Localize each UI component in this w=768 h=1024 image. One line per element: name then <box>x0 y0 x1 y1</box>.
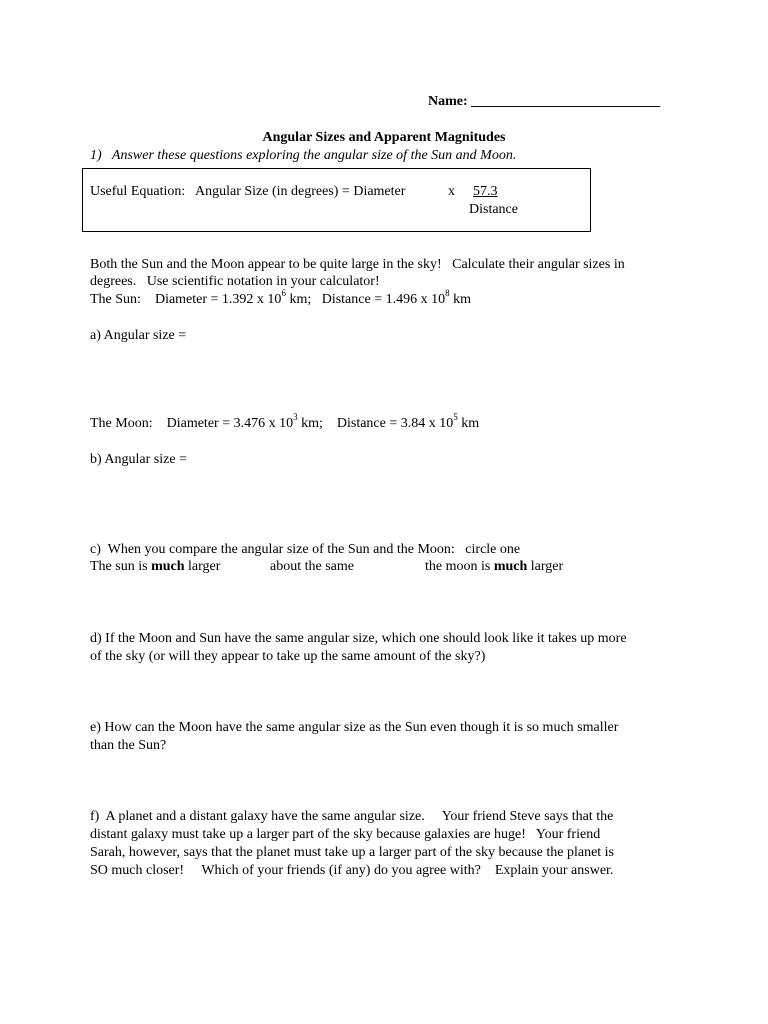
part-f-line-2: distant galaxy must take up a larger part of the sky because galaxies are huge! Your friend <box>90 827 601 842</box>
moon-diameter-unit: km; <box>301 416 323 431</box>
part-c-option-sun-larger[interactable]: The sun is much larger <box>90 559 221 574</box>
sun-data <box>90 288 471 309</box>
sun-label: The Sun: <box>90 292 141 307</box>
name-blank[interactable]: ___________________________ <box>471 94 661 109</box>
sun-distance: Distance = 1.496 x 10 <box>321 292 446 307</box>
equation-denominator: Distance <box>469 202 518 217</box>
part-e-line-1: e) How can the Moon have the same angular size as the Sun even though it is so much smaller <box>90 720 619 735</box>
sun-moon-intro-line-2: degrees. Use scientific notation in your calculator! <box>90 274 380 289</box>
moon-distance-unit: km <box>461 416 480 431</box>
part-d-line-2: of the sky (or will they appear to take up the same amount of the sky?) <box>90 649 486 664</box>
moon-data <box>90 412 480 433</box>
page-title: Angular Sizes and Apparent Magnitudes <box>262 130 506 145</box>
question-1-intro <box>90 147 516 165</box>
moon-diameter: Diameter = 3.476 x 10 <box>166 416 294 431</box>
moon-distance: Distance = 3.84 x 10 <box>336 416 454 431</box>
part-f-line-4: SO much closer! Which of your friends (if any) do you agree with? Explain your answer. <box>90 863 614 878</box>
part-d-line-1: d) If the Moon and Sun have the same angular size, which one should look like it takes up more <box>90 631 627 646</box>
part-f-line-1: f) A planet and a distant galaxy have the same angular size. Your friend Steve says that the <box>90 809 614 824</box>
part-c-option-same[interactable]: about the same <box>270 559 354 574</box>
part-b-prompt: b) Angular size = <box>90 452 187 467</box>
sun-distance-unit: km <box>453 292 471 307</box>
equation-label: Useful Equation: Angular Size (in degrees) = Diameter <box>90 184 406 199</box>
moon-diameter-exponent: 3 <box>293 412 298 423</box>
part-a-answer-space[interactable] <box>90 345 690 405</box>
question-1-text: Answer these questions exploring the angular size of the Sun and Moon. <box>111 148 517 163</box>
sun-distance-exponent: 8 <box>445 288 450 299</box>
part-c-prompt: c) When you compare the angular size of the Sun and the Moon: circle one <box>90 542 521 557</box>
question-number: 1) <box>90 148 102 163</box>
sun-diameter: Diameter = 1.392 x 10 <box>154 292 282 307</box>
part-b-answer-space[interactable] <box>90 469 690 529</box>
part-e-line-2: than the Sun? <box>90 738 167 753</box>
name-field[interactable] <box>428 93 660 111</box>
name-label: Name: <box>428 94 468 109</box>
moon-distance-exponent: 5 <box>453 412 458 423</box>
sun-diameter-unit: km; <box>289 292 312 307</box>
part-c-option-moon-larger[interactable]: the moon is much larger <box>425 559 564 574</box>
part-a-prompt: a) Angular size = <box>90 328 187 343</box>
part-f-line-3: Sarah, however, says that the planet must take up a larger part of the sky because the planet is <box>90 845 615 860</box>
equation-times-sign: x <box>448 184 455 199</box>
sun-diameter-exponent: 6 <box>281 288 286 299</box>
equation-numerator: 57.3 <box>473 184 498 199</box>
moon-label: The Moon: <box>90 416 153 431</box>
sun-moon-intro-line-1: Both the Sun and the Moon appear to be quite large in the sky! Calculate their angular sizes in <box>90 257 625 272</box>
